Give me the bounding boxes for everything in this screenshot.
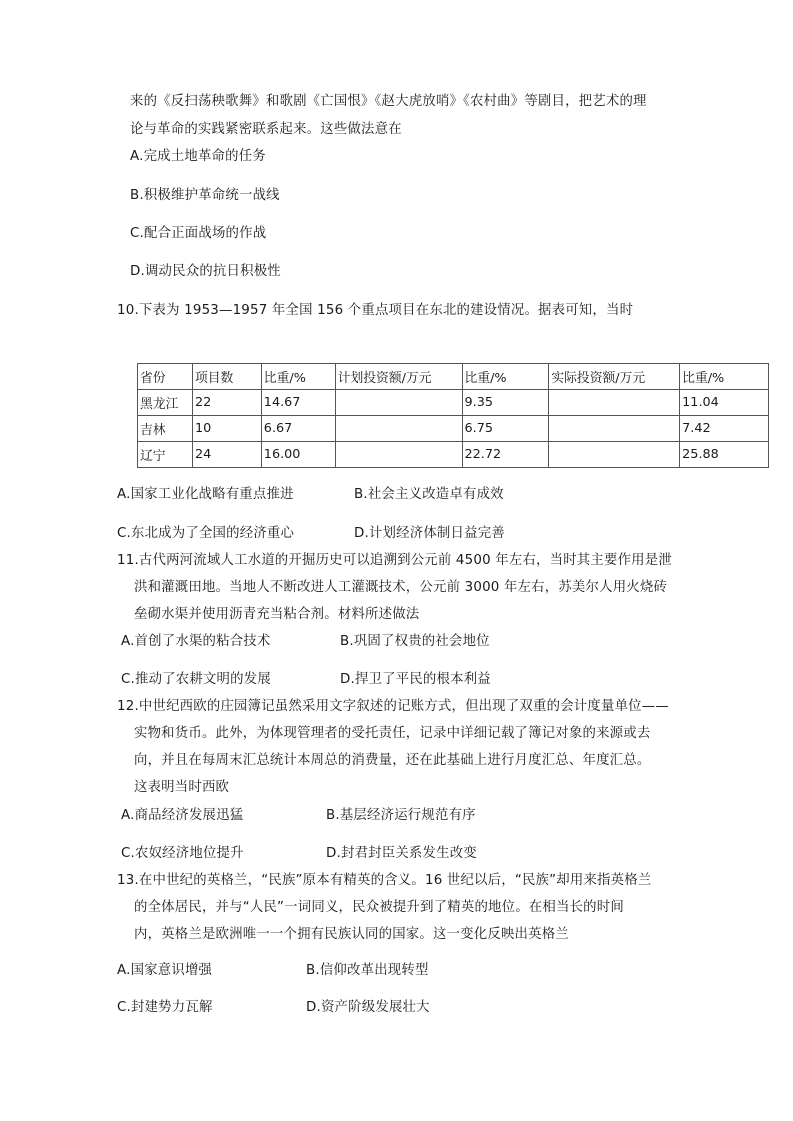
table-cell: 22 bbox=[192, 390, 261, 416]
q10-option-d: D.计划经济体制日益完善 bbox=[354, 526, 505, 541]
table-cell bbox=[549, 390, 680, 416]
table-row bbox=[138, 416, 769, 442]
table-cell: 吉林 bbox=[138, 416, 193, 442]
table-header-cell: 实际投资额/万元 bbox=[549, 364, 680, 390]
table-cell: 10 bbox=[192, 416, 261, 442]
q12-option-c: C.农奴经济地位提升 bbox=[121, 846, 244, 861]
q9-option-a: A.完成土地革命的任务 bbox=[130, 149, 266, 164]
q13-stem-line-3: 内，英格兰是欧洲唯一一个拥有民族认同的国家。这一变化反映出英格兰 bbox=[134, 927, 569, 942]
table-row bbox=[138, 442, 769, 468]
q12-option-d: D.封君封臣关系发生改变 bbox=[326, 846, 477, 861]
table-cell bbox=[549, 416, 680, 442]
q13-option-d: D.资产阶级发展壮大 bbox=[306, 1000, 430, 1015]
q9-option-b: B.积极维护革命统一战线 bbox=[130, 188, 280, 203]
q9-option-c: C.配合正面战场的作战 bbox=[130, 226, 267, 241]
table-cell bbox=[549, 442, 680, 468]
table-cell bbox=[335, 416, 462, 442]
table-cell: 黑龙江 bbox=[138, 390, 193, 416]
q11-option-c: C.推动了农耕文明的发展 bbox=[121, 672, 271, 687]
q12-stem-line-4: 这表明当时西欧 bbox=[134, 780, 230, 795]
q13-option-b: B.信仰改革出现转型 bbox=[306, 963, 429, 978]
table-header-cell: 比重/% bbox=[680, 364, 769, 390]
table-cell: 16.00 bbox=[261, 442, 335, 468]
q10-data-table bbox=[137, 363, 769, 468]
table-cell: 22.72 bbox=[462, 442, 549, 468]
table-cell: 9.35 bbox=[462, 390, 549, 416]
intro-line-2: 论与革命的实践紧密联系起来。这些做法意在 bbox=[130, 122, 402, 137]
table-cell: 7.42 bbox=[680, 416, 769, 442]
table-cell: 11.04 bbox=[680, 390, 769, 416]
table-header-cell: 项目数 bbox=[192, 364, 261, 390]
q13-option-a: A.国家意识增强 bbox=[117, 963, 213, 978]
intro-line-1: 来的《反扫荡秧歌舞》和歌剧《亡国恨》《赵大虎放哨》《农村曲》等剧目，把艺术的理 bbox=[130, 94, 647, 109]
table-cell: 14.67 bbox=[261, 390, 335, 416]
table-header-cell: 省份 bbox=[138, 364, 193, 390]
q11-stem-line-2: 洪和灌溉田地。当地人不断改进人工灌溉技术，公元前 3000 年左右，苏美尔人用火烧砖 bbox=[134, 580, 668, 595]
table-cell: 辽宁 bbox=[138, 442, 193, 468]
q10-option-a: A.国家工业化战略有重点推进 bbox=[117, 487, 294, 502]
table-cell: 6.67 bbox=[261, 416, 335, 442]
q13-option-c: C.封建势力瓦解 bbox=[117, 1000, 213, 1015]
table-cell: 25.88 bbox=[680, 442, 769, 468]
q11-stem-line-1: 11.古代两河流域人工水道的开掘历史可以追溯到公元前 4500 年左右，当时其主要作用是泄 bbox=[117, 553, 672, 568]
q13-stem-line-1: 13.在中世纪的英格兰，“民族”原本有精英的含义。16 世纪以后，“民族”却用来指英格兰 bbox=[117, 873, 652, 888]
q11-stem-line-3: 垒砌水渠并使用沥青充当粘合剂。材料所述做法 bbox=[134, 607, 420, 622]
table-cell bbox=[335, 442, 462, 468]
q12-stem-line-2: 实物和货币。此外，为体现管理者的受托责任，记录中详细记载了簿记对象的来源或去 bbox=[134, 726, 651, 741]
q12-option-b: B.基层经济运行规范有序 bbox=[326, 808, 476, 823]
q10-option-b: B.社会主义改造卓有成效 bbox=[354, 487, 504, 502]
q13-stem-line-2: 的全体居民，并与“人民”一词同义，民众被提升到了精英的地位。在相当长的时间 bbox=[134, 900, 624, 915]
table-cell: 6.75 bbox=[462, 416, 549, 442]
q11-option-a: A.首创了水渠的粘合技术 bbox=[121, 634, 271, 649]
table-row bbox=[138, 390, 769, 416]
q11-option-b: B.巩固了权贵的社会地位 bbox=[340, 634, 490, 649]
table-cell: 24 bbox=[192, 442, 261, 468]
q12-option-a: A.商品经济发展迅猛 bbox=[121, 808, 244, 823]
table-header-cell: 比重/% bbox=[462, 364, 549, 390]
q10-option-c: C.东北成为了全国的经济重心 bbox=[117, 526, 295, 541]
q9-option-d: D.调动民众的抗日积极性 bbox=[130, 264, 281, 279]
table-cell bbox=[335, 390, 462, 416]
table-header-row bbox=[138, 364, 769, 390]
q12-stem-line-3: 向，并且在每周末汇总统计本周总的消费量，还在此基础上进行月度汇总、年度汇总。 bbox=[134, 753, 651, 768]
q10-stem: 10.下表为 1953—1957 年全国 156 个重点项目在东北的建设情况。据表可知，当时 bbox=[117, 303, 634, 318]
q11-option-d: D.捍卫了平民的根本利益 bbox=[340, 672, 491, 687]
table-header-cell: 计划投资额/万元 bbox=[335, 364, 462, 390]
table-header-cell: 比重/% bbox=[261, 364, 335, 390]
q12-stem-line-1: 12.中世纪西欧的庄园簿记虽然采用文字叙述的记账方式，但出现了双重的会计度量单位—— bbox=[117, 699, 669, 714]
